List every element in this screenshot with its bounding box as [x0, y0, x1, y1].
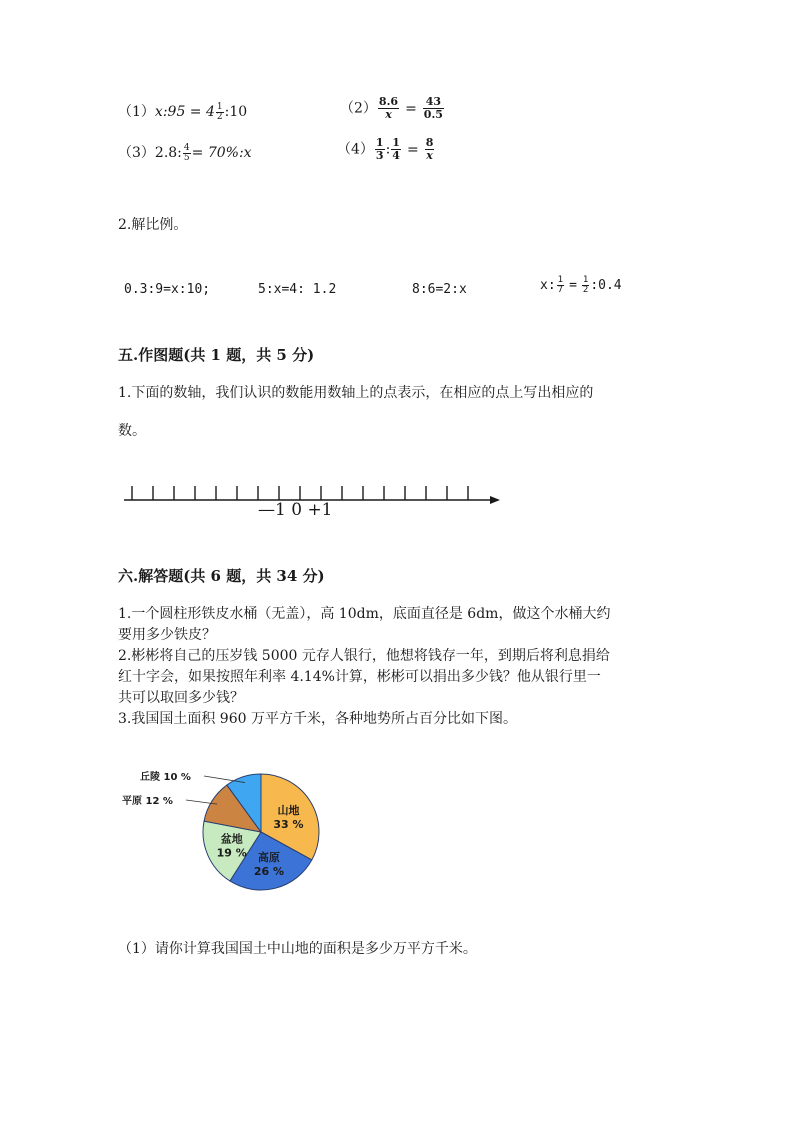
pie-outside-label: 丘陵 10 %: [140, 772, 191, 783]
proportion-3: 8:6=2:x: [412, 282, 467, 297]
equation-2-left-fraction: $\frac{8.6}{x}$: [378, 95, 399, 121]
equation-1-prefix: （1）: [118, 104, 155, 120]
proportion-2: 5:x=4: 1.2: [258, 282, 337, 297]
pie-value-label: 26 %: [253, 864, 285, 878]
number-line-arrow-icon: [490, 496, 500, 504]
equation-4-equals: =: [406, 141, 419, 158]
section-6-question-2-line-1: 2.彬彬将自己的压岁钱 5000 元存人银行，他想将钱存一年，到期后将利息捐给: [118, 648, 610, 664]
equation-4-fraction-2: $\frac{1}{4}$: [392, 136, 400, 162]
equation-4-fraction-1: $\frac{1}{3}$: [375, 136, 384, 162]
equation-2: [340, 96, 445, 121]
pie-category-label: 盆地: [220, 832, 243, 846]
pie-outside-label: 平原 12 %: [122, 796, 173, 807]
section-5-heading: 五.作图题(共 1 题，共 5 分): [118, 346, 315, 364]
equation-4-fraction-3: $\frac{8}{x}$: [425, 136, 434, 162]
section-6-question-1-line-1: 1.一个圆柱形铁皮水桶（无盖），高 10dm，底面直径是 6dm，做这个水桶大约: [118, 606, 611, 622]
equation-3-fraction: $\frac{4}{5}$: [183, 142, 190, 163]
section-5-question-1-line-2: 数。: [118, 423, 146, 439]
pie-category-label: 高原: [257, 850, 280, 864]
equation-3-prefix: （3）: [118, 145, 155, 161]
pie-value-label: 19 %: [216, 846, 247, 860]
equation-4-prefix: （4）: [337, 141, 374, 158]
section-6-sub-question-1: （1）请你计算我国国土中山地的面积是多少万平方千米。: [118, 941, 477, 957]
equation-1: [118, 102, 247, 122]
section-6-question-3-line-1: 3.我国国土面积 960 万平方千米，各种地势所占百分比如下图。: [118, 711, 517, 727]
equation-3-left: 2.8:: [154, 145, 182, 161]
equation-2-prefix: （2）: [340, 100, 377, 117]
equation-2-right-fraction: $\frac{43}{0.5}$: [423, 95, 443, 121]
number-line-ticks: [132, 486, 468, 500]
equation-1-fraction: $\frac{1}{2}$: [216, 101, 223, 122]
section-5-question-1-line-1: 1.下面的数轴，我们认识的数能用数轴上的点表示，在相应的点上写出相应的: [118, 385, 594, 401]
equation-4-colon: :: [385, 141, 391, 158]
section-2-title: 2.解比例。: [118, 217, 188, 233]
equation-3-right: = 70%:x: [191, 145, 252, 161]
section-6-question-2-line-2: 红十字会，如果按照年利率 4.14%计算，彬彬可以捐出多少钱？他从银行里一: [118, 669, 601, 685]
section-6-heading: 六.解答题(共 6 题，共 34 分): [118, 567, 325, 585]
equation-3: [118, 143, 252, 163]
terrain-pie-chart: [118, 760, 338, 900]
section-6-question-1-line-2: 要用多少铁皮？: [118, 627, 216, 643]
pie-value-label: 33 %: [273, 817, 304, 831]
equation-2-equals: =: [405, 100, 417, 117]
equation-4: [337, 137, 435, 162]
proportion-1: 0.3:9=x:10;: [124, 282, 211, 297]
equation-1-left: x:95 = 4: [154, 104, 215, 120]
proportion-4: x: $\frac{1}{7}$ = $\frac{1}{2}$ :0.4: [540, 275, 622, 295]
section-6-question-2-line-3: 共可以取回多少钱？: [118, 690, 244, 706]
equation-1-right: :10: [224, 104, 248, 120]
number-line-labels: —1 0 +1: [258, 500, 333, 520]
pie-category-label: 山地: [277, 803, 300, 817]
